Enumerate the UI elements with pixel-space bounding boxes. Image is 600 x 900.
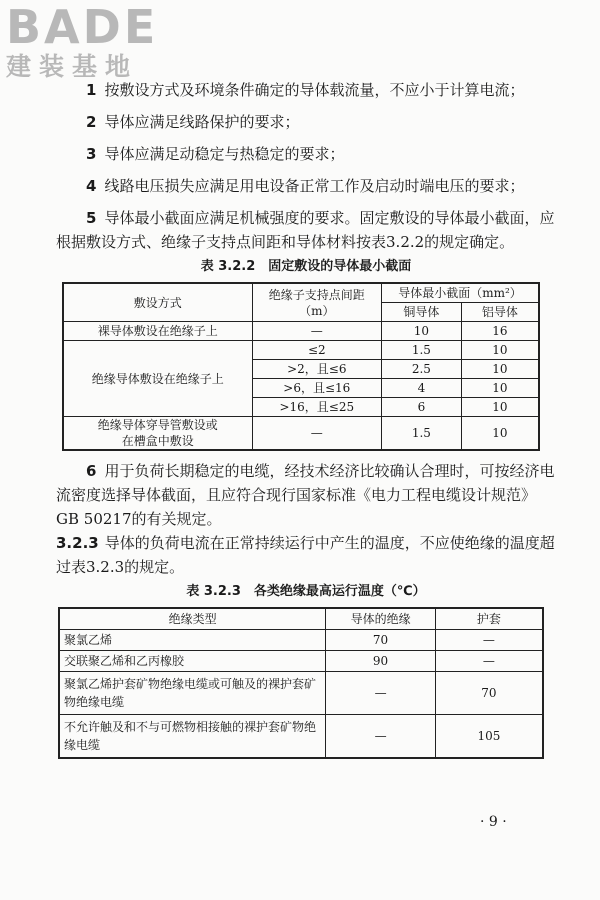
item-number: 6	[86, 462, 97, 480]
page-number: · 9 ·	[480, 814, 507, 830]
header-copper: 铜导体	[382, 303, 462, 322]
cell-aluminum: 10	[461, 341, 539, 360]
cell-aluminum: 10	[461, 398, 539, 417]
header-spacing: 绝缘子支持点间距（m）	[252, 283, 382, 322]
cell-spacing: —	[252, 322, 382, 341]
item-4	[56, 174, 556, 198]
item-number: 3	[86, 145, 97, 163]
header-aluminum: 铝导体	[461, 303, 539, 322]
table-row	[59, 651, 543, 672]
cell-spacing: ≤2	[252, 341, 382, 360]
cell-type: 聚氯乙烯	[59, 630, 326, 651]
table-3-2-2-caption: 表 3.2.2 固定敷设的导体最小截面	[200, 259, 412, 274]
item-3	[56, 142, 556, 166]
item-number: 4	[86, 177, 97, 195]
cell-spacing: —	[252, 417, 382, 451]
item-text: 按敷设方式及环境条件确定的导体载流量，不应小于计算电流；	[104, 81, 525, 99]
item-text: 导体应满足动稳定与热稳定的要求；	[104, 145, 345, 163]
table-3-2-2	[62, 282, 540, 451]
table-row	[63, 322, 539, 341]
logo	[6, 0, 176, 82]
cell-copper: 10	[382, 322, 462, 341]
table-row	[59, 715, 543, 759]
table-row	[59, 630, 543, 651]
cell-copper: 1.5	[382, 341, 462, 360]
cell-spacing: >6，且≤16	[252, 379, 382, 398]
logo-subtitle: 建装基地	[6, 52, 139, 81]
cell-sheath: —	[435, 651, 543, 672]
header-sheath: 护套	[435, 608, 543, 630]
item-number: 1	[86, 81, 97, 99]
cell-method-line: 在槽盒中敷设	[121, 434, 194, 448]
item-1	[56, 78, 556, 102]
cell-aluminum: 16	[461, 322, 539, 341]
item-text: 线路电压损失应满足用电设备正常工作及启动时端电压的要求；	[104, 177, 525, 195]
header-min-section: 导体最小截面（mm²）	[382, 283, 539, 303]
cell-method-line: 绝缘导体穿导管敷设或	[97, 418, 218, 432]
item-text: 用于负荷长期稳定的电缆，经技术经济比较确认合理时，可按经济电流密度选择导体截面，且应符合现行国家标准《电力工程电缆设计规范》GB 50217的有关规定。	[56, 462, 555, 528]
cell-insulation: 70	[326, 630, 436, 651]
cell-copper: 4	[382, 379, 462, 398]
cell-type: 交联聚乙烯和乙丙橡胶	[59, 651, 326, 672]
item-text: 导体应满足线路保护的要求；	[104, 113, 300, 131]
table-row	[59, 672, 543, 715]
cell-aluminum: 10	[461, 417, 539, 451]
item-6	[56, 459, 556, 531]
cell-aluminum: 10	[461, 379, 539, 398]
cell-method: 绝缘导体敷设在绝缘子上	[63, 341, 252, 417]
cell-insulation: 90	[326, 651, 436, 672]
logo-wordmark: BADE	[6, 0, 159, 54]
header-conductor-insulation: 导体的绝缘	[326, 608, 436, 630]
table-3-2-3-caption: 表 3.2.3 各类绝缘最高运行温度（℃）	[186, 584, 426, 599]
cell-copper: 2.5	[382, 360, 462, 379]
cell-insulation: —	[326, 715, 436, 759]
cell-spacing: >2，且≤6	[252, 360, 382, 379]
item-5	[56, 206, 556, 254]
cell-method	[63, 417, 252, 451]
cell-method: 裸导体敷设在绝缘子上	[63, 322, 252, 341]
cell-type: 聚氯乙烯护套矿物绝缘电缆或可触及的裸护套矿物绝缘电缆	[59, 672, 326, 715]
cell-spacing: >16，且≤25	[252, 398, 382, 417]
clause-3-2-3	[56, 531, 556, 579]
table-3-2-3	[58, 607, 544, 759]
clause-number: 3.2.3	[56, 534, 99, 552]
header-insulation-type: 绝缘类型	[59, 608, 326, 630]
page-body	[56, 78, 556, 759]
item-number: 2	[86, 113, 97, 131]
cell-sheath: 105	[435, 715, 543, 759]
cell-sheath: —	[435, 630, 543, 651]
table-row	[63, 417, 539, 451]
item-2	[56, 110, 556, 134]
cell-copper: 6	[382, 398, 462, 417]
cell-aluminum: 10	[461, 360, 539, 379]
cell-copper: 1.5	[382, 417, 462, 451]
cell-sheath: 70	[435, 672, 543, 715]
item-text: 导体最小截面应满足机械强度的要求。固定敷设的导体最小截面，应根据敷设方式、绝缘子支持点间距和导体材料按表3.2.2的规定确定。	[56, 209, 555, 251]
table-row	[63, 341, 539, 360]
cell-type: 不允许触及和不与可燃物相接触的裸护套矿物绝缘电缆	[59, 715, 326, 759]
clause-text: 导体的负荷电流在正常持续运行中产生的温度，不应使绝缘的温度超过表3.2.3的规定。	[56, 534, 555, 576]
cell-insulation: —	[326, 672, 436, 715]
header-method: 敷设方式	[63, 283, 252, 322]
item-number: 5	[86, 209, 97, 227]
